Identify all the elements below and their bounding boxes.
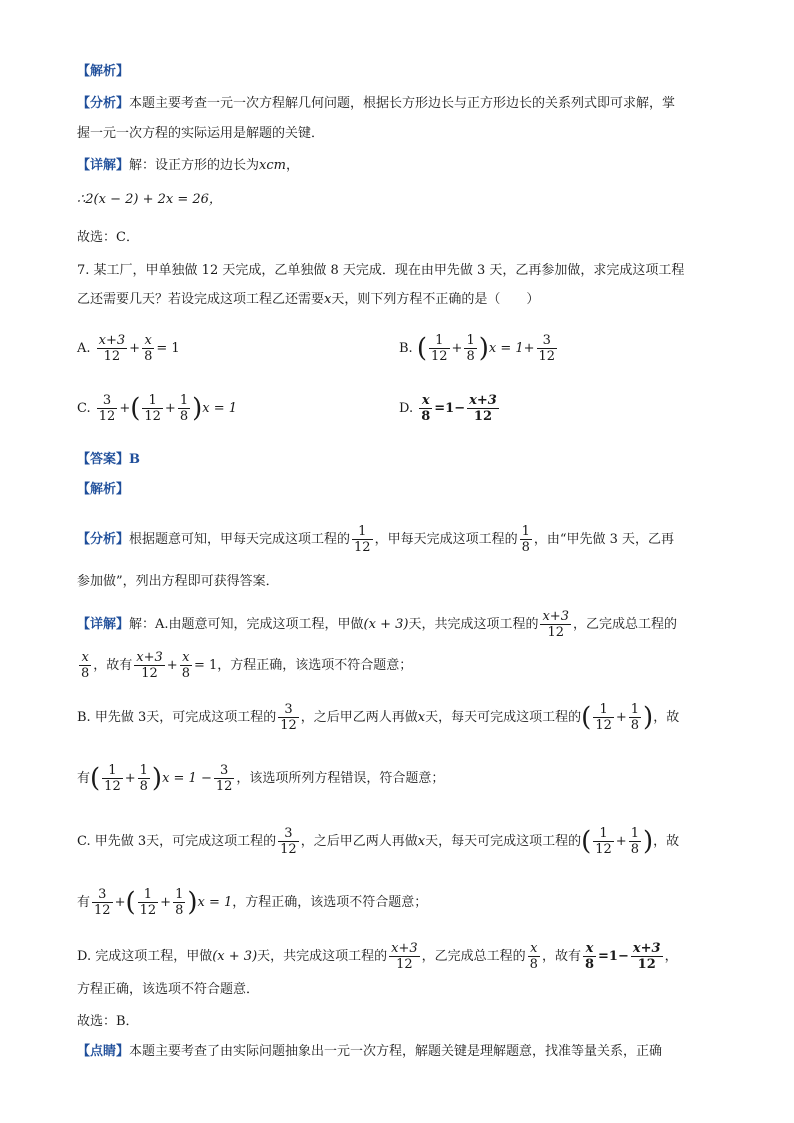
fraction: [389, 941, 420, 972]
detail-text: 天，共完成这项工程的: [257, 949, 388, 964]
numerator: x+3: [632, 941, 661, 956]
detail-text: ，该选项所列方程错误，符合题意；: [236, 771, 445, 786]
numerator: 1: [175, 887, 184, 902]
denominator: 12: [396, 957, 413, 972]
analysis-line-2: [77, 572, 279, 592]
analysis-text: 根据题意可知，甲每天完成这项工程的: [129, 532, 351, 547]
detail-text: 有: [77, 771, 91, 786]
analysis-text: 参加做”，列出方程即可获得答案．: [77, 574, 279, 589]
detail-text: ，故有: [93, 658, 133, 673]
detail-a-line-1: [77, 609, 677, 640]
fraction: [629, 826, 641, 857]
denominator: 12: [595, 718, 612, 733]
math-expr: (x + 3): [363, 617, 409, 632]
detail-text: 天，每天可完成这项工程的: [425, 710, 582, 725]
denominator: 12: [637, 957, 656, 972]
numerator: x+3: [98, 333, 126, 348]
answer-b: 故选：B．: [77, 1014, 139, 1029]
math-var: x: [417, 834, 426, 849]
equals: = 1: [193, 658, 218, 673]
operator: +: [114, 895, 126, 910]
daan-tag: 【答案】B: [77, 452, 140, 467]
right-paren: ): [642, 826, 654, 857]
operator: +: [124, 771, 136, 786]
operator: +: [615, 834, 627, 849]
fraction: [97, 333, 128, 364]
denominator: 12: [215, 779, 233, 794]
fraction: [593, 702, 614, 733]
detail-b-line-1: [77, 702, 679, 733]
denominator: 12: [98, 409, 116, 424]
fraction: [429, 333, 450, 364]
fraction: [97, 393, 118, 424]
numerator: 1: [138, 887, 159, 903]
detail-text: ，故: [653, 834, 680, 849]
right-paren: ): [187, 887, 198, 918]
fenxi-line-2: [77, 124, 324, 144]
fraction: [583, 941, 596, 972]
left-paren: (: [581, 702, 592, 733]
fraction: [593, 826, 614, 857]
detail-b-line-2: [77, 763, 444, 794]
numerator: 3: [278, 702, 299, 718]
denominator: 12: [547, 625, 564, 640]
denominator: 12: [473, 409, 493, 424]
detail-text: ，: [664, 949, 678, 964]
denominator: 12: [280, 842, 297, 857]
equals: =1−: [434, 401, 466, 416]
fraction: [464, 333, 476, 364]
left-paren: (: [416, 333, 427, 364]
numerator: x: [142, 333, 154, 349]
option-a-label: A.: [77, 341, 91, 356]
option-d: [399, 393, 501, 424]
xiangjie-line: [77, 156, 299, 176]
denominator: 12: [430, 349, 448, 364]
right-paren: ): [478, 333, 489, 364]
xiangjie-text-end: ，: [285, 158, 299, 173]
equals: =1−: [598, 949, 629, 964]
question-text-1: 7. 某工厂，甲单独做 12 天完成，乙单独做 8 天完成．现在由甲先做 3 天，乙再参加做，求完成这项工程: [77, 263, 685, 278]
numerator: 1: [102, 763, 123, 779]
denominator: 12: [94, 903, 111, 918]
detail-text: 方程正确，该选项不符合题意．: [77, 982, 260, 997]
denominator: 8: [630, 842, 639, 857]
equals: x = 1 −: [162, 771, 212, 786]
equation-line: [77, 190, 222, 210]
numerator: x: [79, 650, 91, 666]
operator: +: [164, 401, 176, 416]
numerator: x: [528, 941, 540, 957]
fenxi-text-2: 握一元一次方程的实际运用是解题的关键．: [77, 126, 325, 141]
fraction: [419, 393, 432, 424]
right-paren: ): [151, 763, 163, 794]
detail-text: ，乙完成总工程的: [572, 617, 677, 632]
numerator: 1: [429, 333, 450, 349]
equals: x = 1: [202, 401, 238, 416]
operator: +: [119, 401, 131, 416]
numerator: x+3: [391, 941, 418, 956]
option-b: [399, 333, 559, 364]
denominator: 12: [354, 540, 371, 555]
dianjing-tag: 【点睛】: [77, 1044, 130, 1059]
fraction: [134, 650, 165, 681]
question-line-2: [77, 290, 539, 310]
detail-tag: 【详解】: [77, 617, 130, 632]
fraction: [467, 393, 499, 424]
fraction: [631, 941, 663, 972]
fenxi-line-1: [77, 94, 675, 114]
denominator: 12: [104, 779, 121, 794]
denominator: 8: [181, 666, 190, 681]
denominator: 8: [81, 666, 90, 681]
fraction: [278, 826, 299, 857]
detail-text: ，乙完成总工程的: [421, 949, 526, 964]
fenxi-text-1: 本题主要考查一元一次方程解几何问题，根据长方形边长与正方形边长的关系列式即可求解，掌: [129, 96, 676, 111]
numerator: x+3: [469, 393, 497, 408]
operator: +: [129, 341, 141, 356]
numerator: 3: [214, 763, 235, 779]
analysis-line-1: [77, 524, 674, 555]
right-paren: ): [192, 393, 203, 424]
detail-text: 天，每天可完成这项工程的: [425, 834, 582, 849]
fraction: [528, 941, 540, 972]
jiexi2-tag: 【解析】: [77, 482, 130, 497]
numerator: 1: [139, 763, 148, 778]
detail-text: 天，共完成这项工程的: [408, 617, 539, 632]
jiexi-tag: 【解析】: [77, 64, 130, 79]
math-var: x: [417, 710, 426, 725]
numerator: 3: [278, 826, 299, 842]
detail-text: 解：A.由题意可知，完成这项工程，甲做: [129, 617, 364, 632]
question-text-2a: 乙还需要几天？若设完成这项工程乙还需要: [77, 292, 325, 307]
fraction: [214, 763, 235, 794]
denominator: 12: [280, 718, 297, 733]
numerator: x+3: [136, 650, 163, 665]
fraction: [537, 333, 558, 364]
question-var-x: x: [324, 292, 332, 307]
numerator: 1: [352, 524, 373, 540]
denominator: 8: [466, 349, 475, 364]
answer-b-line: [77, 1012, 139, 1032]
analysis-text: ，甲每天完成这项工程的: [374, 532, 518, 547]
fraction: [278, 702, 299, 733]
fraction: [173, 887, 185, 918]
denominator: 12: [103, 349, 121, 364]
denominator: 8: [139, 779, 148, 794]
operator: +: [615, 710, 627, 725]
detail-text: ，之后甲乙两人再做: [300, 710, 418, 725]
denominator: 8: [144, 349, 153, 364]
option-c: [77, 393, 237, 424]
left-paren: (: [581, 826, 592, 857]
daan-line: [77, 450, 140, 470]
question-text-2b: 天，则下列方程不正确的是（ ）: [331, 292, 540, 307]
option-a: [77, 333, 180, 364]
detail-text: B. 甲先做 3天，可完成这项工程的: [77, 710, 277, 725]
fraction: [138, 763, 150, 794]
detail-text: ，故有: [541, 949, 581, 964]
detail-text: C. 甲先做 3天，可完成这项工程的: [77, 834, 277, 849]
fraction: [102, 763, 123, 794]
denominator: 12: [139, 903, 157, 918]
detail-text: ，之后甲乙两人再做: [300, 834, 418, 849]
detail-text: 有: [77, 895, 91, 910]
numerator: 1: [142, 393, 163, 409]
denominator: 12: [595, 842, 612, 857]
denominator: 8: [421, 409, 431, 424]
denominator: 8: [179, 409, 189, 424]
detail-text: ，方程正确，该选项不符合题意；: [217, 658, 413, 673]
analysis-tag: 【分析】: [77, 532, 130, 547]
numerator: 3: [537, 333, 558, 349]
denominator: 12: [538, 349, 556, 364]
equation: ∴2(x − 2) + 2x = 26，: [77, 192, 222, 207]
right-paren: ): [643, 702, 654, 733]
analysis-text: ，由“甲先做 3 天，乙再: [533, 532, 675, 547]
equals: = 1: [156, 341, 180, 356]
numerator: 1: [466, 333, 475, 348]
fraction: [142, 333, 154, 364]
denominator: 8: [521, 540, 530, 555]
denominator: 8: [630, 718, 640, 733]
fraction: [540, 609, 571, 640]
fraction: [520, 524, 532, 555]
numerator: x+3: [542, 609, 569, 624]
denominator: 8: [175, 903, 184, 918]
numerator: 1: [179, 393, 189, 408]
jiexi-heading: [77, 62, 129, 82]
fraction: [352, 524, 373, 555]
dianjing-text: 本题主要考查了由实际问题抽象出一元一次方程，解题关键是理解题意，找准等量关系，正确: [129, 1044, 663, 1059]
denominator: 12: [144, 409, 161, 424]
operator: +: [451, 341, 463, 356]
numerator: 1: [521, 524, 530, 539]
fraction: [138, 887, 159, 918]
detail-c-line-2: [77, 887, 427, 918]
detail-text: D. 完成这项工程，甲做: [77, 949, 213, 964]
detail-a-line-2: [77, 650, 412, 681]
equals: x = 1+: [488, 341, 535, 356]
xiangjie-tag: 【详解】: [77, 158, 130, 173]
answer-c: 故选：C．: [77, 230, 139, 245]
numerator: x: [419, 393, 432, 409]
dianjing-line: [77, 1042, 662, 1062]
numerator: 1: [593, 826, 614, 842]
denominator: 12: [141, 666, 158, 681]
fraction: [180, 650, 192, 681]
answer-c-line: [77, 228, 139, 248]
option-b-label: B.: [399, 341, 413, 356]
fraction: [178, 393, 190, 424]
detail-c-line-1: [77, 826, 679, 857]
math-expr: (x + 3): [212, 949, 258, 964]
numerator: 1: [630, 826, 639, 841]
left-paren: (: [130, 393, 141, 424]
numerator: 3: [92, 887, 113, 903]
numerator: 1: [593, 702, 614, 718]
left-paren: (: [90, 763, 101, 794]
numerator: 3: [97, 393, 118, 409]
fraction: [92, 887, 113, 918]
left-paren: (: [125, 887, 136, 918]
operator: +: [166, 658, 178, 673]
option-d-label: D.: [399, 401, 414, 416]
denominator: 8: [584, 957, 595, 972]
fraction: [79, 650, 91, 681]
jiexi2-line: [77, 480, 129, 500]
denominator: 8: [529, 957, 538, 972]
option-c-label: C.: [77, 401, 91, 416]
detail-text: ，故: [653, 710, 680, 725]
question-line-1: [77, 261, 684, 281]
numerator: x: [180, 650, 192, 666]
detail-text: ，方程正确，该选项不符合题意；: [232, 895, 428, 910]
equals: x = 1: [197, 895, 233, 910]
operator: +: [160, 895, 172, 910]
xiangjie-text: 解：设正方形的边长为: [129, 158, 260, 173]
numerator: 1: [630, 702, 640, 717]
fraction: [629, 702, 641, 733]
detail-d-line-2: [77, 980, 259, 1000]
fenxi-tag: 【分析】: [77, 96, 130, 111]
numerator: x: [583, 941, 596, 957]
xiangjie-var: xcm: [259, 158, 286, 173]
fraction: [142, 393, 163, 424]
detail-d-line-1: [77, 941, 678, 972]
